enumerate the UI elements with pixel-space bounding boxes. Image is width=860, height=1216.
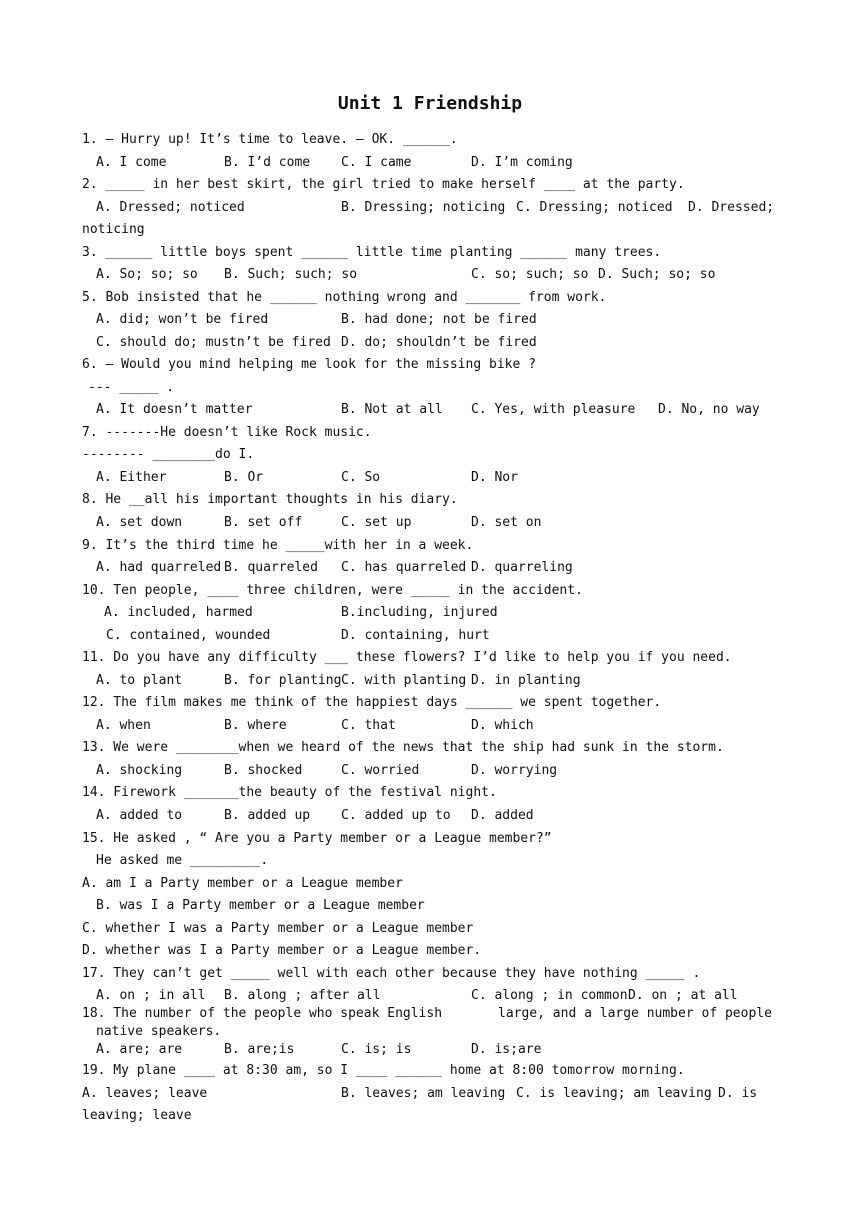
answer-option: D. which — [471, 718, 534, 733]
answer-option: C. added up to — [341, 808, 451, 823]
question-text: --- _____ . — [88, 380, 175, 395]
answer-option: D. on ; at all — [628, 988, 738, 1003]
question-text: He asked me _________. — [96, 853, 269, 868]
answer-option: C. Dressing; noticed — [516, 200, 673, 215]
answer-option: A. included, harmed — [104, 605, 253, 620]
question-text: 7. -------He doesn’t like Rock music. — [82, 425, 372, 440]
question-text: 8. He __all his important thoughts in his diary. — [82, 492, 458, 507]
answer-option: C. that — [341, 718, 396, 733]
answer-option: C. So — [341, 470, 381, 485]
answer-option: A. Either — [96, 470, 167, 485]
answer-option: D. No, no way — [658, 402, 760, 417]
question-text: -------- ________do I. — [82, 447, 255, 462]
answer-option: B. Or — [224, 470, 264, 485]
answer-option: A. So; so; so — [96, 267, 198, 282]
question-text: 17. They can’t get _____ well with each other because they have nothing _____ . — [82, 966, 701, 981]
answer-option: B. shocked — [224, 763, 303, 778]
answer-option: A. had quarreled — [96, 560, 222, 575]
answer-option: C. contained, wounded — [106, 628, 271, 643]
question-text: 14. Firework _______the beauty of the festival night. — [82, 785, 497, 800]
answer-option: B. leaves; am leaving — [341, 1086, 506, 1101]
answer-option: B. Such; such; so — [224, 267, 358, 282]
question-text: 10. Ten people, ____ three children, were _____ in the accident. — [82, 583, 583, 598]
question-text: 3. ______ little boys spent ______ little time planting ______ many trees. — [82, 245, 662, 260]
answer-option: C. has quarreled — [341, 560, 467, 575]
answer-option: B. for planting — [224, 673, 342, 688]
answer-option: D. added — [471, 808, 534, 823]
answer-option: A. set down — [96, 515, 183, 530]
question-text: 5. Bob insisted that he ______ nothing wrong and _______ from work. — [82, 290, 607, 305]
question-text: 6. – Would you mind helping me look for the missing bike ? — [82, 357, 536, 372]
answer-option: B. set off — [224, 515, 303, 530]
answer-option: D. Nor — [471, 470, 518, 485]
question-text: 11. Do you have any difficulty ___ these flowers? I’d like to help you if you need. — [82, 650, 732, 665]
answer-option: D. Such; so; so — [598, 267, 716, 282]
question-text: 18. The number of the people who speak English — [82, 1006, 443, 1021]
answer-option: A. on ; in all — [96, 988, 206, 1003]
question-text: 19. My plane ____ at 8:30 am, so I ____ ______ home at 8:00 tomorrow morning. — [82, 1063, 685, 1078]
question-text: 2. _____ in her best skirt, the girl tried to make herself ____ at the party. — [82, 177, 685, 192]
answer-option: C. is leaving; am leaving — [516, 1086, 712, 1101]
answer-option: A. leaves; leave — [82, 1086, 208, 1101]
answer-option: A. It doesn’t matter — [96, 402, 253, 417]
question-text: 13. We were ________when we heard of the news that the ship had sunk in the storm. — [82, 740, 724, 755]
answer-option: C. so; such; so — [471, 267, 589, 282]
answer-option: D. Dressed; — [688, 200, 775, 215]
answer-option-continued: leaving; leave — [82, 1108, 192, 1123]
answer-option: B. Not at all — [341, 402, 443, 417]
answer-option: A. I come — [96, 155, 167, 170]
answer-option: A. added to — [96, 808, 183, 823]
answer-option-continued: noticing — [82, 222, 145, 237]
answer-option: A. when — [96, 718, 151, 733]
answer-option: C. is; is — [341, 1042, 412, 1057]
answer-option: D. containing, hurt — [341, 628, 490, 643]
answer-option: D. do; shouldn’t be fired — [341, 335, 537, 350]
answer-option: A. did; won’t be fired — [96, 312, 269, 327]
answer-option: A. am I a Party member or a League member — [82, 876, 403, 891]
question-text: 9. It’s the third time he _____with her in a week. — [82, 538, 474, 553]
answer-option: C. along ; in common — [471, 988, 628, 1003]
answer-option: D. I’m coming — [471, 155, 573, 170]
question-text: 12. The film makes me think of the happiest days ______ we spent together. — [82, 695, 662, 710]
answer-option: C. should do; mustn’t be fired — [96, 335, 331, 350]
answer-option: C. I came — [341, 155, 412, 170]
answer-option: D. is — [718, 1086, 758, 1101]
answer-option: D. set on — [471, 515, 542, 530]
answer-option: B. I’d come — [224, 155, 311, 170]
answer-option: B. are;is — [224, 1042, 295, 1057]
page-title: Unit 1 Friendship — [337, 93, 523, 114]
answer-option: B. was I a Party member or a League member — [96, 898, 425, 913]
answer-option: B.including, injured — [341, 605, 498, 620]
answer-option: C. set up — [341, 515, 412, 530]
question-text: large, and a large number of people — [498, 1006, 772, 1021]
answer-option: A. are; are — [96, 1042, 183, 1057]
answer-option: B. added up — [224, 808, 311, 823]
answer-option: B. along ; after all — [224, 988, 381, 1003]
answer-option: B. quarreled — [224, 560, 318, 575]
answer-option: B. had done; not be fired — [341, 312, 537, 327]
answer-option: D. whether was I a Party member or a League member. — [82, 943, 482, 958]
answer-option: A. shocking — [96, 763, 183, 778]
question-text: 1. — Hurry up! It’s time to leave. — OK. ______. — [82, 132, 458, 147]
answer-option: D. worrying — [471, 763, 558, 778]
answer-option: D. is;are — [471, 1042, 542, 1057]
answer-option: C. worried — [341, 763, 420, 778]
answer-option: C. Yes, with pleasure — [471, 402, 636, 417]
answer-option: D. in planting — [471, 673, 581, 688]
answer-option: C. whether I was a Party member or a League member — [82, 921, 474, 936]
answer-option: B. where — [224, 718, 287, 733]
answer-option: A. Dressed; noticed — [96, 200, 245, 215]
question-text: native speakers. — [96, 1024, 222, 1039]
answer-option: D. quarreling — [471, 560, 573, 575]
question-text: 15. He asked , “ Are you a Party member or a League member?” — [82, 831, 552, 846]
answer-option: A. to plant — [96, 673, 183, 688]
answer-option: C. with planting — [341, 673, 467, 688]
answer-option: B. Dressing; noticing — [341, 200, 506, 215]
